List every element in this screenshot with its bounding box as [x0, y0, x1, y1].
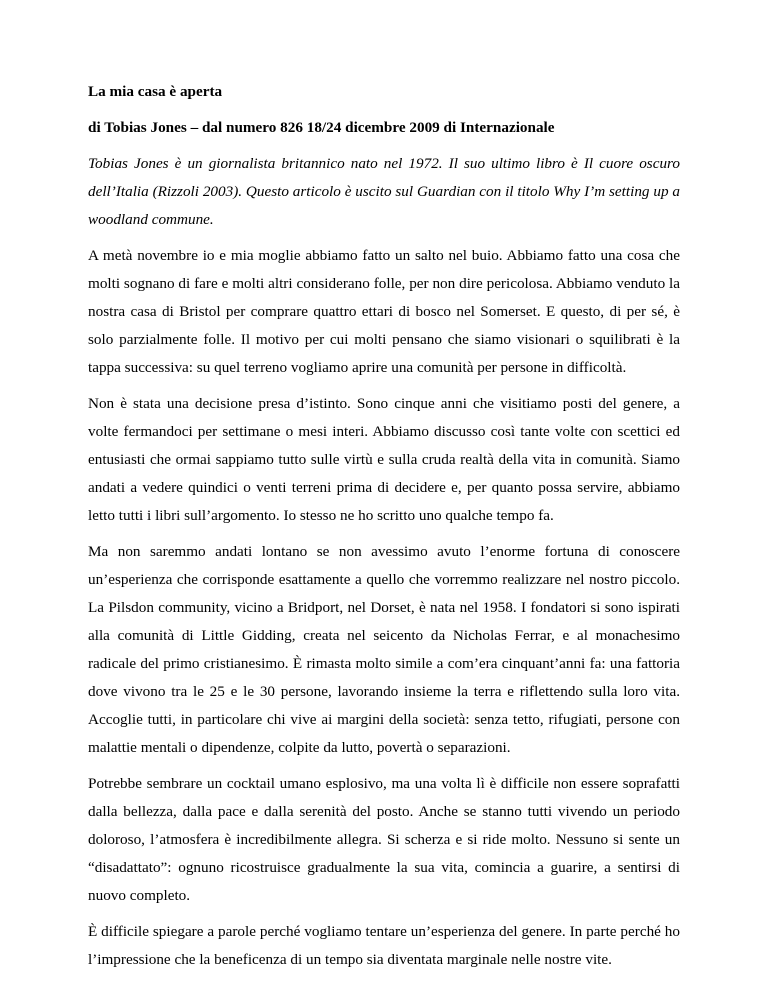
body-paragraph: È difficile spiegare a parole perché vogliamo tentare un’esperienza del genere. In parte perché ho l’impressione che la beneficenza di un tempo sia diventata marginale nelle nostre vite. [88, 923, 680, 968]
article-title: La mia casa è aperta [88, 83, 223, 100]
document-page [88, 78, 680, 982]
body-paragraph: Non è stata una decisione presa d’istinto. Sono cinque anni che visitiamo posti del genere, a volte fermandoci per settimane o mesi interi. Abbiamo discusso così tante volte con scettici ed entusiasti che ormai sappiamo tutto sulle virtù e sulla cruda realtà della vita in comunità. Siamo andati a vedere quindici o venti terreni prima di decidere e, per quanto possa servire, abbiamo letto tutti i libri sull’argomento. Io stesso ne ho scritto uno qualche tempo fa. [88, 395, 680, 524]
body-paragraph: Potrebbe sembrare un cocktail umano esplosivo, ma una volta lì è difficile non essere soprafatti dalla bellezza, dalla pace e dalla serenità del posto. Anche se stanno tutti vivendo un periodo doloroso, l’atmosfera è incredibilmente allegra. Si scherza e si ride molto. Nessuno si sente un “disadattato”: ognuno ricostruisce gradualmente la sua vita, comincia a guarire, a sentirsi di nuovo completo. [88, 775, 680, 904]
author-intro: Tobias Jones è un giornalista britannico nato nel 1972. Il suo ultimo libro è Il cuore oscuro dell’Italia (Rizzoli 2003). Questo articolo è uscito sul Guardian con il titolo Why I’m setting up a woodland commune. [88, 155, 680, 228]
body-paragraph: A metà novembre io e mia moglie abbiamo fatto un salto nel buio. Abbiamo fatto una cosa che molti sognano di fare e molti altri considerano folle, per non dire pericolosa. Abbiamo venduto la nostra casa di Bristol per comprare quattro ettari di bosco nel Somerset. E questo, di per sé, è solo parzialmente folle. Il motivo per cui molti pensano che siamo visionari o squilibrati è la tappa successiva: su quel terreno vogliamo aprire una comunità per persone in difficoltà. [88, 247, 680, 376]
body-paragraph: Ma non saremmo andati lontano se non avessimo avuto l’enorme fortuna di conoscere un’esperienza che corrisponde esattamente a quello che vorremmo realizzare nel nostro piccolo. La Pilsdon community, vicino a Bridport, nel Dorset, è nata nel 1958. I fondatori si sono ispirati alla comunità di Little Gidding, creata nel seicento da Nicholas Ferrar, e al monachesimo radicale del primo cristianesimo. È rimasta molto simile a com’era cinquant’anni fa: una fattoria dove vivono tra le 25 e le 30 persone, lavorando insieme la terra e riflettendo sulla loro vita. Accoglie tutti, in particolare chi vive ai margini della società: senza tetto, rifugiati, persone con malattie mentali o dipendenze, colpite da lutto, povertà o separazioni. [88, 543, 680, 756]
article-byline: di Tobias Jones – dal numero 826 18/24 dicembre 2009 di Internazionale [88, 119, 555, 136]
